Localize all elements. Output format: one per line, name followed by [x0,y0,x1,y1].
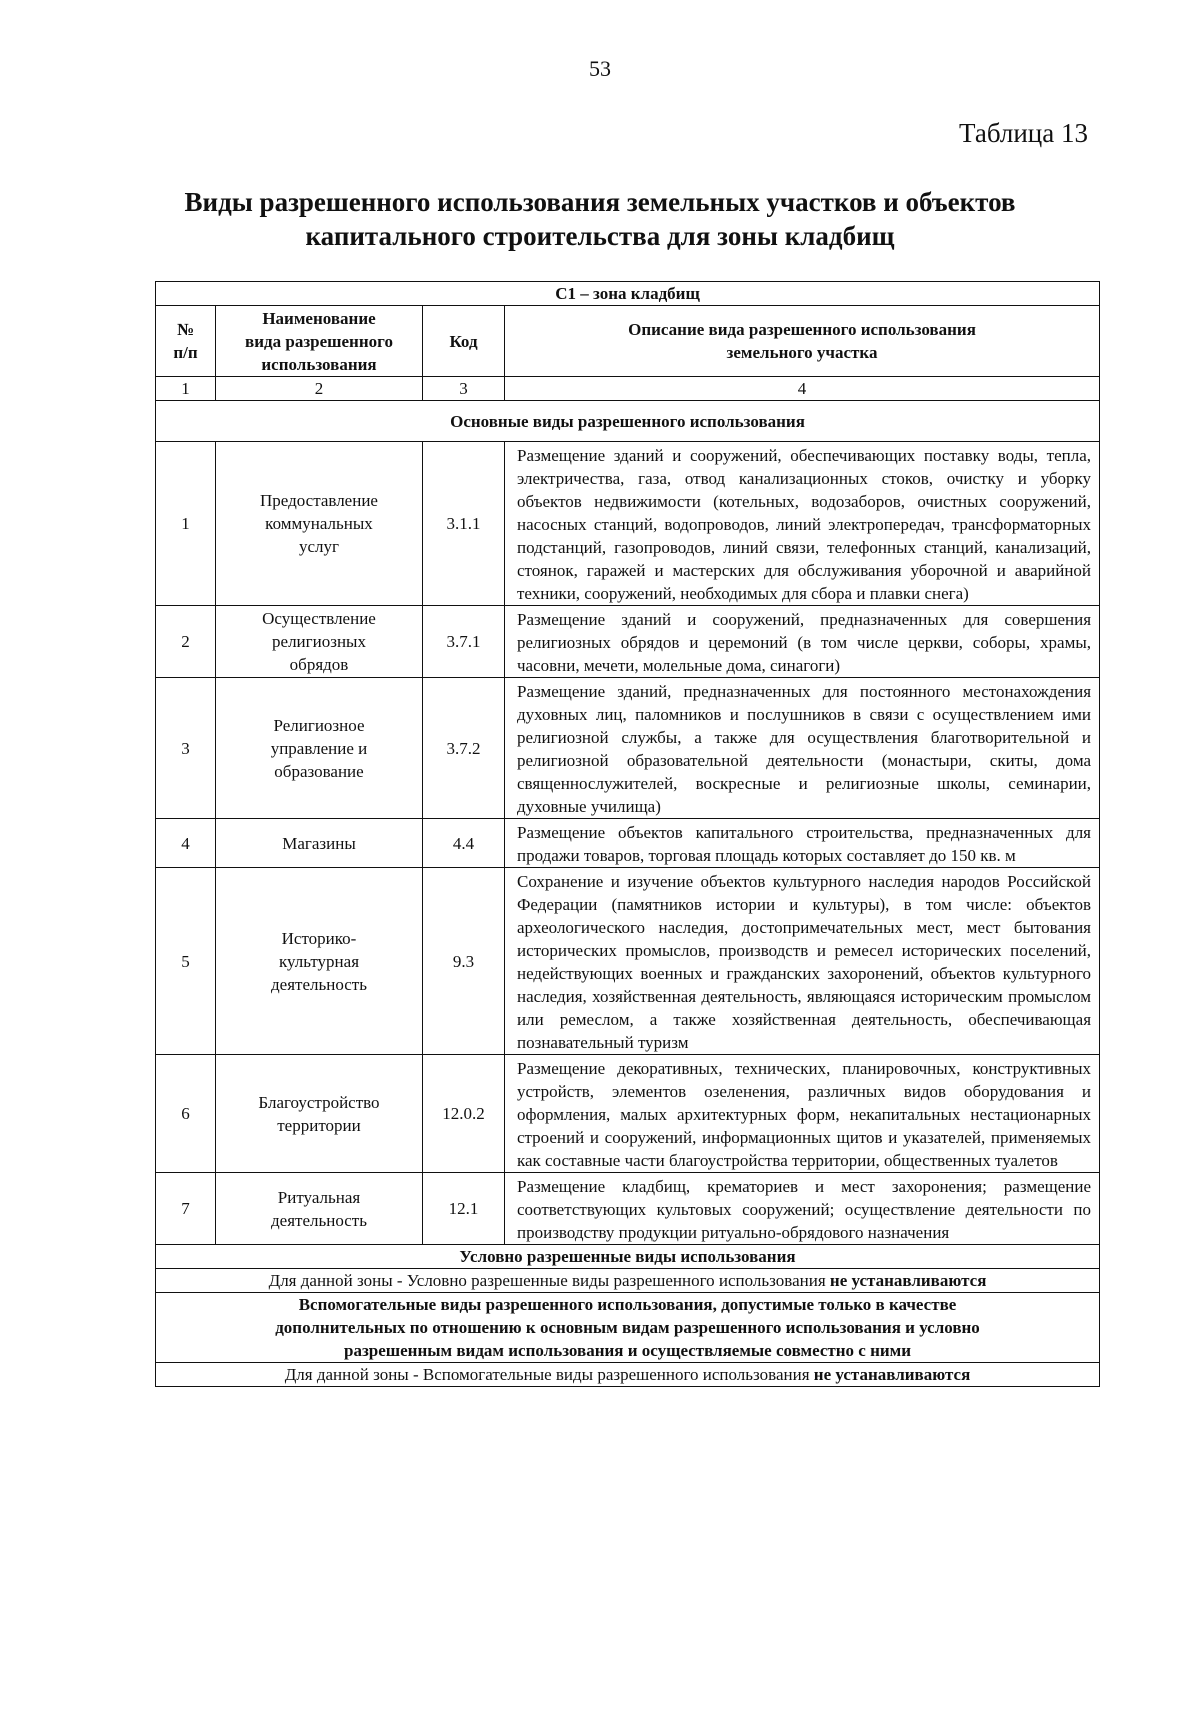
use-name-line: культурная [278,951,360,971]
use-description: Размещение кладбищ, крематориев и мест захоронения; размещение соответствующих культовых сооружений; осуществление деятельности по производству продукции ритуально-обрядового назначения [505,1173,1100,1245]
use-name-line: деятельность [271,1210,367,1230]
use-name-line: Предоставление [260,491,378,510]
row-number: 7 [156,1173,216,1245]
use-name-line: коммунальных [265,514,373,533]
auxiliary-uses-note [156,1363,1100,1387]
main-uses-section-title: Основные виды разрешенного использования [156,401,1100,442]
use-name-line: религиозных [272,632,366,651]
auxiliary-note-emphasis: не устанавливаются [813,1365,971,1384]
auxiliary-uses-title [156,1293,1100,1363]
use-code: 3.7.1 [423,606,505,678]
header-number [156,306,216,377]
page-number: 53 [589,56,611,81]
table-row [156,678,1100,819]
auxiliary-title-line: дополнительных по отношению к основным видам разрешенного использования и условно [275,1318,980,1337]
use-description: Размещение зданий, предназначенных для постоянного местонахождения духовных лиц, паломников и послушников в связи с осуществлением ими религиозной службы, а также для осуществления благотворительной и религиозной образовательной деятельности (монастыри, скиты, дома священнослужителей, воскресные и религиозные школы, семинарии, духовные училища) [505,678,1100,819]
document-title [140,185,1060,253]
conditional-note-emphasis: не устанавливаются [829,1271,987,1290]
use-code: 12.0.2 [423,1055,505,1173]
use-name [216,442,423,606]
table-row [156,1173,1100,1245]
use-name-line: Религиозное [273,715,365,735]
header-number-line-2: п/п [173,343,198,362]
column-index: 2 [216,377,423,401]
table-caption: Таблица 13 [959,118,1088,148]
auxiliary-title-line: разрешенным видам использования и осуществляемые совместно с ними [343,1341,912,1360]
use-name-line: обрядов [289,655,349,674]
conditional-uses-title: Условно разрешенные виды использования [156,1245,1100,1269]
row-number: 5 [156,868,216,1055]
header-description [505,306,1100,377]
use-name [216,868,423,1055]
use-code: 12.1 [423,1173,505,1245]
use-name-line: территории [277,1115,361,1135]
title-line-1: Виды разрешенного использования земельных участков и объектов [184,187,1016,217]
use-name-line: деятельность [271,974,367,994]
use-name-line: Магазины [282,833,356,853]
zone-title: С1 – зона кладбищ [156,282,1100,306]
use-name-line: управление и [270,738,368,758]
header-name-line-1: Наименование [262,308,376,328]
use-name-line: услуг [298,537,339,556]
use-code: 3.1.1 [423,442,505,606]
use-name-line: Историко- [281,928,357,948]
use-name-line: Ритуальная [277,1187,361,1207]
title-line-2: капитального строительства для зоны кладбищ [305,221,895,251]
conditional-note-text: Для данной зоны - Условно разрешенные виды разрешенного использования [268,1271,826,1290]
use-description: Сохранение и изучение объектов культурного наследия народов Российской Федерации (памятников истории и культуры), в том числе: объектов археологического наследия, достопримечательных мест, мест бытования исторических промыслов, производств и ремесел исторических поселений, недействующих военных и гражданских захоронений, объектов культурного наследия, хозяйственная деятельность, являющаяся историческим промыслом или ремеслом, а также хозяйственная деятельность, обеспечивающая познавательный туризм [505,868,1100,1055]
header-name-line-3: использования [261,354,377,374]
table-row [156,868,1100,1055]
use-description: Размещение декоративных, технических, планировочных, конструктивных устройств, элементов озеленения, различных видов оборудования и оформления, малых архитектурных форм, некапитальных нестационарных строений и сооружений, информационных щитов и указателей, применяемых как составные части благоустройства территории, общественных туалетов [505,1055,1100,1173]
use-name [216,819,423,868]
row-number: 6 [156,1055,216,1173]
table-row [156,1055,1100,1173]
row-number: 4 [156,819,216,868]
row-number: 3 [156,678,216,819]
auxiliary-note-text: Для данной зоны - Вспомогательные виды разрешенного использования [284,1365,810,1384]
column-index: 3 [423,377,505,401]
table-row [156,606,1100,678]
column-index: 1 [156,377,216,401]
table-row [156,442,1100,606]
use-name-line: образование [274,761,364,781]
use-code: 4.4 [423,819,505,868]
header-description-line-2: земельного участка [726,343,878,362]
header-code: Код [423,306,505,377]
use-code: 3.7.2 [423,678,505,819]
use-name [216,1173,423,1245]
use-name [216,678,423,819]
use-name-line: Благоустройство [258,1092,380,1112]
auxiliary-title-line: Вспомогательные виды разрешенного использования, допустимые только в качестве [298,1295,957,1314]
header-name-line-2: вида разрешенного [245,331,393,351]
row-number: 2 [156,606,216,678]
conditional-uses-note [156,1269,1100,1293]
use-name [216,1055,423,1173]
header-description-line-1: Описание вида разрешенного использования [628,320,976,339]
header-number-line-1: № [176,320,195,339]
header-name [216,306,423,377]
table-row [156,819,1100,868]
use-name-line: Осуществление [262,609,376,628]
use-description: Размещение зданий и сооружений, предназначенных для совершения религиозных обрядов и церемоний (в том числе церкви, соборы, храмы, часовни, мечети, молельные дома, синагоги) [505,606,1100,678]
use-description: Размещение зданий и сооружений, обеспечивающих поставку воды, тепла, электричества, газа, отвод канализационных стоков, очистку и уборку объектов недвижимости (котельных, водозаборов, очистных сооружений, насосных станций, водопроводов, линий электропередач, трансформаторных подстанций, газопроводов, линий связи, телефонных станций, канализаций, стоянок, гаражей и мастерских для обслуживания уборочной и аварийной техники, сооружений, необходимых для сбора и плавки снега) [505,442,1100,606]
column-index: 4 [505,377,1100,401]
land-use-table [155,281,1100,1387]
use-description: Размещение объектов капитального строительства, предназначенных для продажи товаров, торговая площадь которых составляет до 150 кв. м [505,819,1100,868]
row-number: 1 [156,442,216,606]
use-code: 9.3 [423,868,505,1055]
use-name [216,606,423,678]
